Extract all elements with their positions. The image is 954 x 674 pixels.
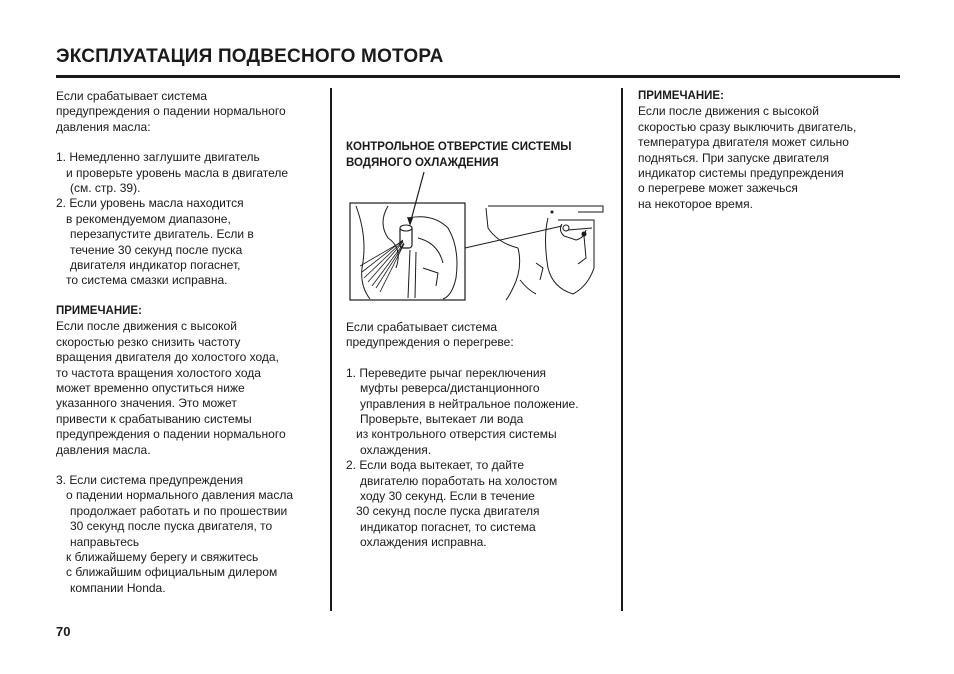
column-divider-left [330,88,332,611]
step-line: течение 30 секунд после пуска [70,242,243,257]
note-line: индикатор системы предупреждения [638,166,844,181]
intro-line: Если срабатывает система [56,89,208,103]
title-rule [56,75,900,78]
step-line: охлаждения. [360,442,432,457]
note-line: скоростью резко снизить частоту [56,334,241,349]
column-overheat [346,320,616,551]
step-line: из контрольного отверстия системы [356,427,557,442]
step-line: с ближайшим официальным дилером [66,565,278,580]
step-line: 30 секунд после пуска двигателя [356,504,540,519]
step-line: двигателя индикатор погаснет, [70,258,241,273]
intro-line: предупреждения о падении нормального [56,104,286,119]
step-line: то система смазки исправна. [66,273,228,288]
note-line: вращения двигателя до холостого хода, [56,350,279,365]
note-line: привести к срабатыванию системы [56,411,252,426]
step-line: управления в нейтральное положение. [360,396,579,411]
step-line: 2. Если вода вытекает, то дайте [346,458,525,473]
step-line: направьтесь [70,534,140,549]
note-line: подняться. При запуске двигателя [638,150,829,165]
step-line: и проверьте уровень масла в двигателе [66,165,289,180]
column-divider-right [621,88,623,611]
step-line: 1. Немедленно заглушите двигатель [56,150,260,165]
connector-line [465,226,562,248]
step-line: к ближайшему берегу и свяжитесь [66,549,259,564]
step-line: в рекомендуемом диапазоне, [66,211,231,226]
note-line: то частота вращения холостого хода [56,365,261,380]
note-heading: ПРИМЕЧАНИЕ: [56,304,142,317]
step-line: 2. Если уровень масла находится [56,196,244,211]
step-line: охлаждения исправна. [360,535,487,550]
note-heading: ПРИМЕЧАНИЕ: [638,90,724,102]
note-line: Если после движения с высокой [56,319,237,334]
column-oil-pressure [56,89,324,596]
figure-label-line: КОНТРОЛЬНОЕ ОТВЕРСТИЕ СИСТЕМЫ [346,141,572,153]
column-note [638,89,900,212]
note-line: на некоторое время. [638,196,753,211]
step-line: перезапустите двигатель. Если в [70,227,254,242]
step-line: муфты реверса/дистанционного [360,381,540,396]
step-line: о падении нормального давления масла [66,488,294,503]
step-line: индикатор погаснет, то система [360,519,536,534]
intro-line: Если срабатывает система [346,320,498,334]
outboard-motor-sketch [486,206,603,300]
step-line: 3. Если система предупреждения [56,472,244,487]
note-line: скоростью сразу выключить двигатель, [638,119,857,134]
step-line: компании Honda. [70,580,166,595]
note-line: температура двигателя может сильно [638,135,849,150]
page-number: 70 [56,624,71,639]
note-line: предупреждения о падении нормального [56,427,286,442]
step-line: ходу 30 секунд. Если в течение [360,489,535,504]
step-line: 1. Переведите рычаг переключения [346,365,547,380]
note-line: указанного значения. Это может [56,396,237,411]
note-line: может временно опуститься ниже [56,380,245,395]
step-line: 30 секунд после пуска двигателя, то [70,519,273,534]
cooling-check-hole-illustration [348,168,610,302]
step-line: двигателю поработать на холостом [360,473,558,488]
intro-line: давления масла: [56,119,151,134]
note-line: Если после движения с высокой [638,104,819,119]
step-line: продолжает работать и по прошествии [70,503,288,518]
intro-line: предупреждения о перегреве: [346,335,514,350]
figure-label [346,139,572,171]
note-line: о перегреве может зажечься [638,181,798,196]
step-line: (см. стр. 39). [70,181,141,196]
note-line: давления масла. [56,442,151,457]
step-line: Проверьте, вытекает ли вода [360,412,524,427]
page-title: ЭКСПЛУАТАЦИЯ ПОДВЕСНОГО МОТОРА [56,46,444,67]
figure-label-line: ВОДЯНОГО ОХЛАЖДЕНИЯ [346,157,499,169]
